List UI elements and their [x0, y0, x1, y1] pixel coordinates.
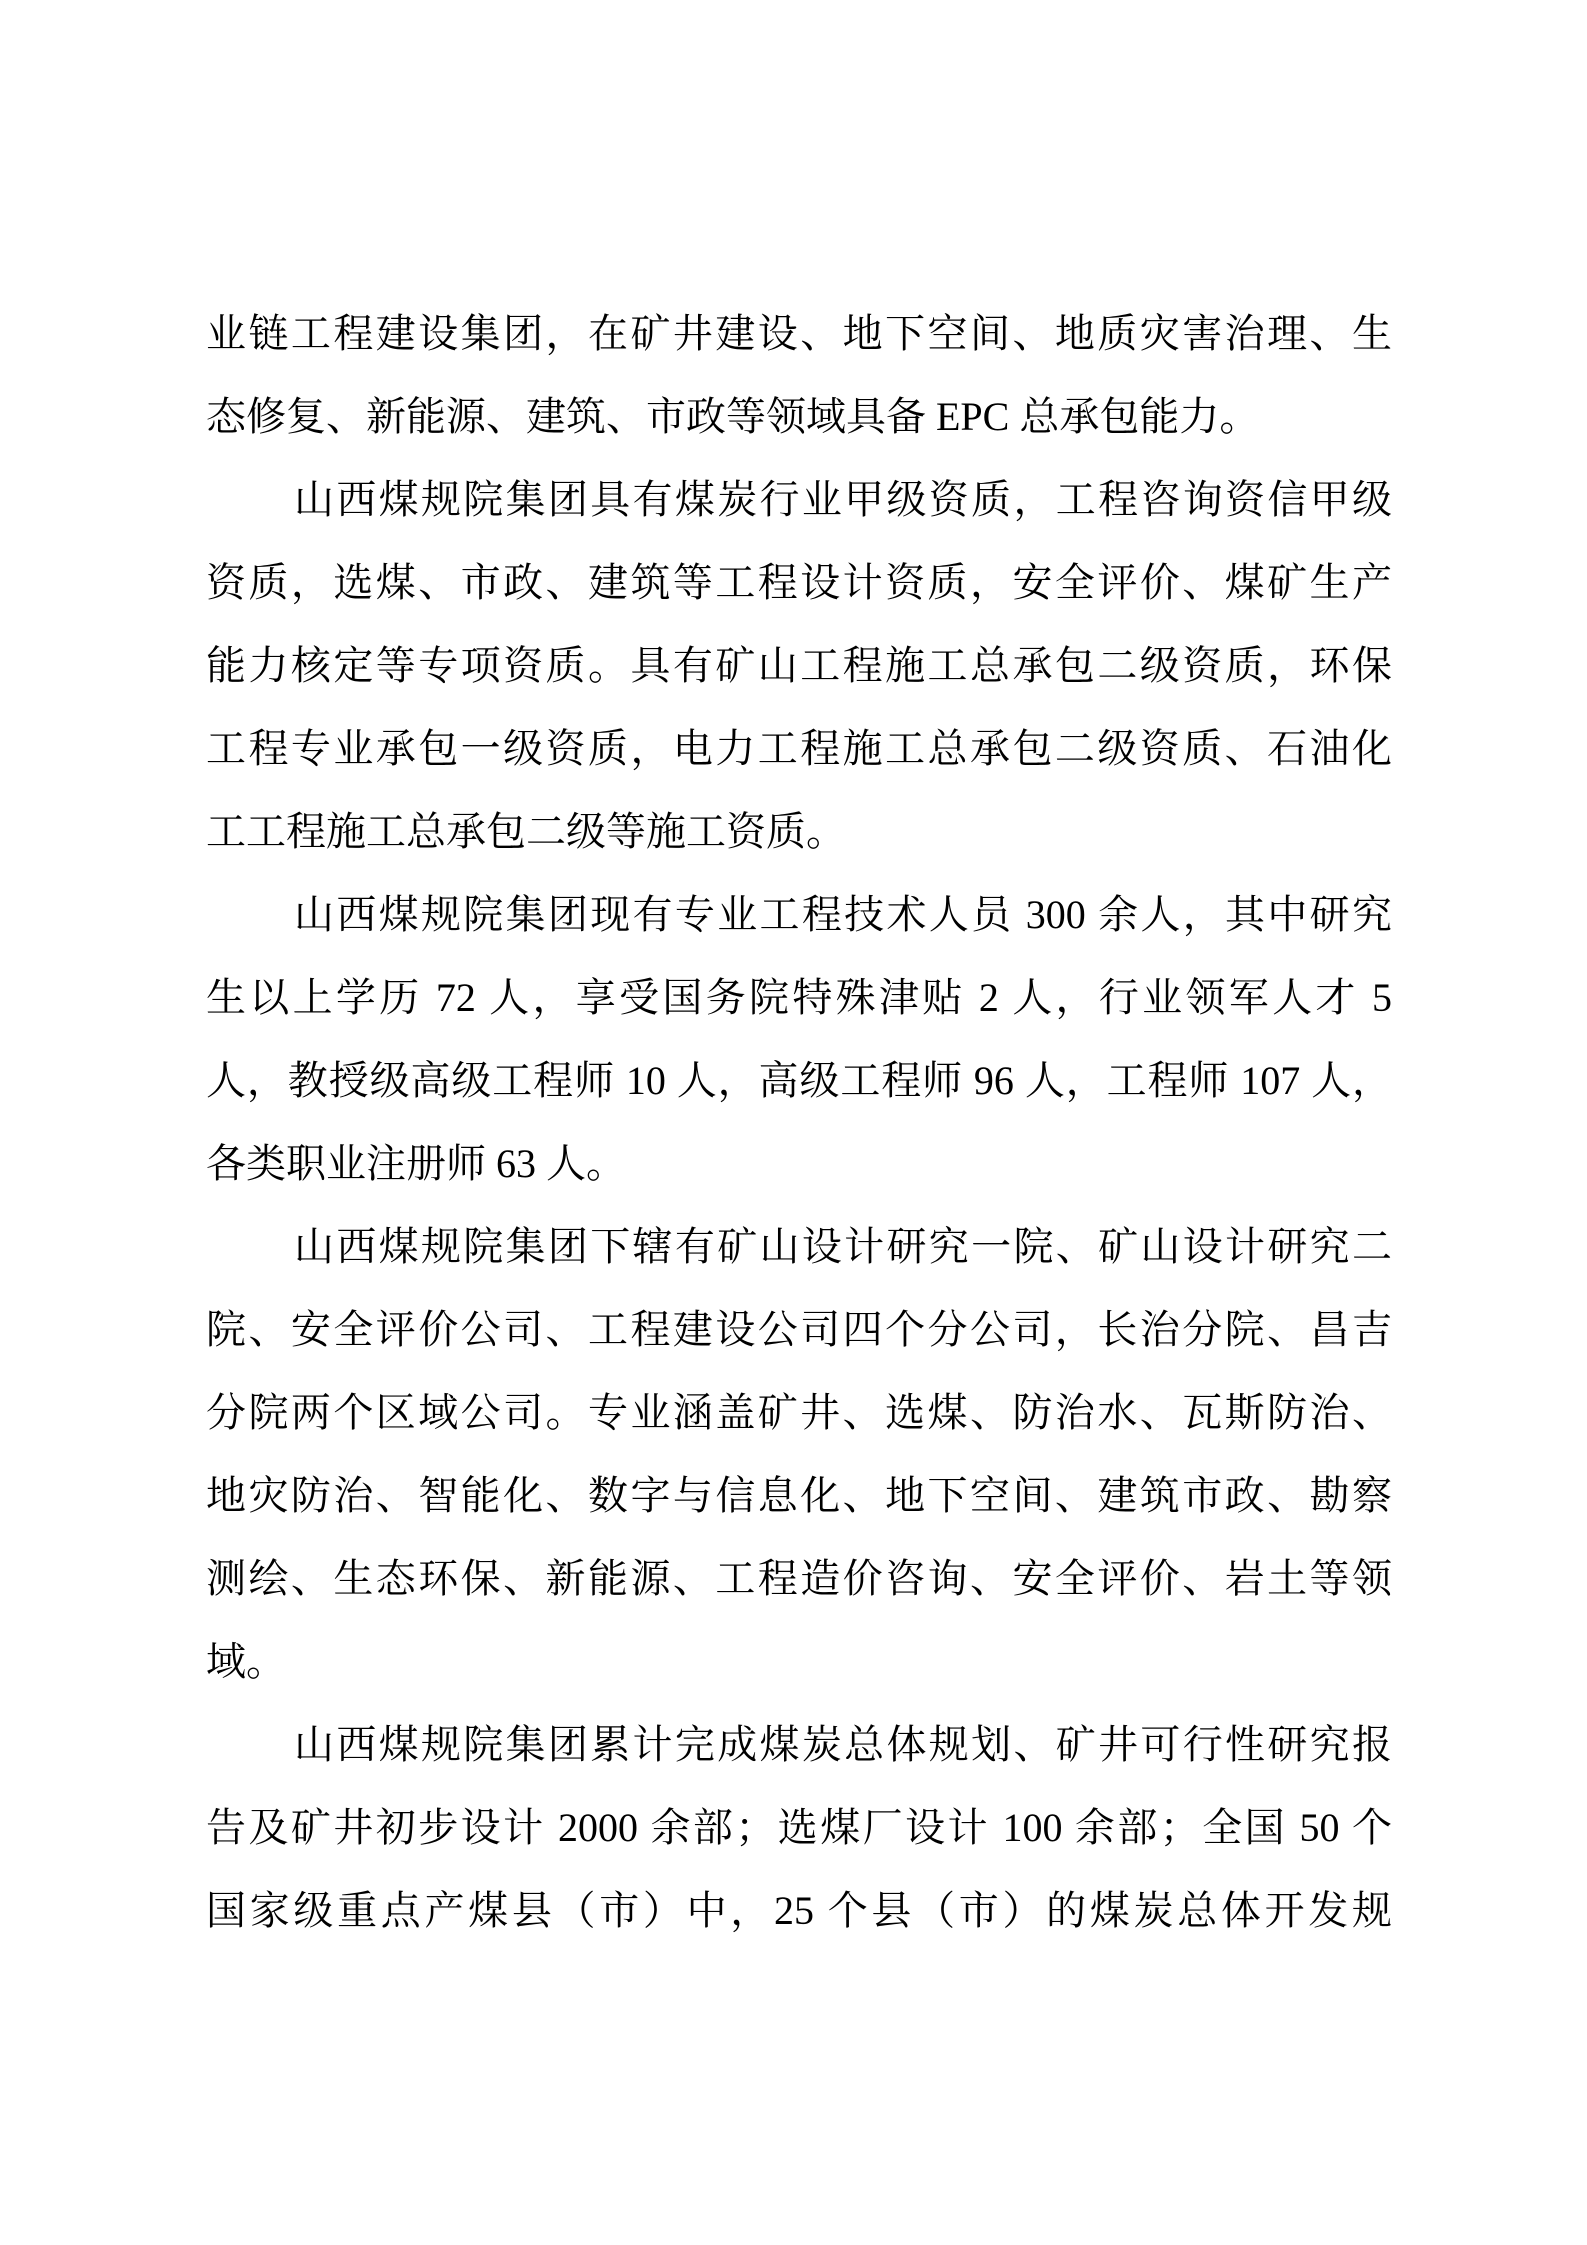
text-line: 山西煤规院集团具有煤炭行业甲级资质，工程咨询资信甲级 [294, 477, 1392, 522]
text-body [206, 292, 1392, 1952]
text-line: 山西煤规院集团累计完成煤炭总体规划、矿井可行性研究报 [294, 1722, 1392, 1767]
text-line: 地灾防治、智能化、数字与信息化、地下空间、建筑市政、勘察 [206, 1473, 1392, 1518]
paragraph-4 [206, 1205, 1392, 1703]
text-line: 业链工程建设集团，在矿井建设、地下空间、地质灾害治理、生 [206, 311, 1392, 356]
text-line: 分院两个区域公司。专业涵盖矿井、选煤、防治水、瓦斯防治、 [206, 1390, 1392, 1435]
text-line: 院、安全评价公司、工程建设公司四个分公司，长治分院、昌吉 [206, 1307, 1392, 1352]
text-line: 能力核定等专项资质。具有矿山工程施工总承包二级资质，环保 [206, 643, 1392, 688]
text-line: 山西煤规院集团现有专业工程技术人员 300 余人，其中研究 [294, 892, 1392, 937]
text-line: 生以上学历 72 人，享受国务院特殊津贴 2 人，行业领军人才 5 [206, 975, 1392, 1020]
text-line: 工工程施工总承包二级等施工资质。 [206, 809, 846, 854]
text-line: 山西煤规院集团下辖有矿山设计研究一院、矿山设计研究二 [294, 1224, 1392, 1269]
paragraph-2 [206, 458, 1392, 873]
text-line: 测绘、生态环保、新能源、工程造价咨询、安全评价、岩土等领 [206, 1556, 1392, 1601]
text-line: 域。 [206, 1639, 286, 1684]
text-line: 态修复、新能源、建筑、市政等领域具备 EPC 总承包能力。 [206, 394, 1260, 439]
text-line: 工程专业承包一级资质，电力工程施工总承包二级资质、石油化 [206, 726, 1392, 771]
text-line: 资质，选煤、市政、建筑等工程设计资质，安全评价、煤矿生产 [206, 560, 1392, 605]
text-line: 人，教授级高级工程师 10 人，高级工程师 96 人，工程师 107 人， [206, 1058, 1392, 1103]
text-line: 国家级重点产煤县（市）中，25 个县（市）的煤炭总体开发规 [206, 1888, 1392, 1933]
text-line: 各类职业注册师 63 人。 [206, 1141, 626, 1186]
paragraph-5 [206, 1703, 1392, 1952]
text-line: 告及矿井初步设计 2000 余部；选煤厂设计 100 余部；全国 50 个 [206, 1805, 1392, 1850]
paragraph-1 [206, 292, 1392, 458]
paragraph-3 [206, 873, 1392, 1205]
